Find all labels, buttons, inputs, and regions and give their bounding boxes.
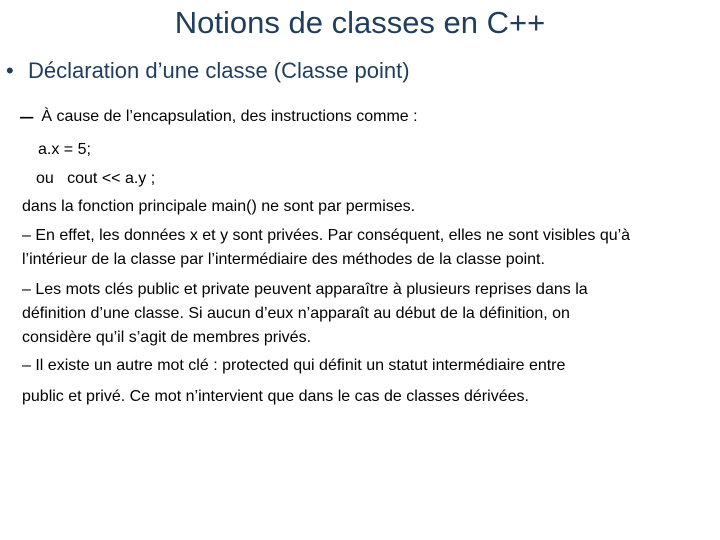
paragraph-line: définition d’une classe. Si aucun d’eux n’apparaît au début de la définition, on	[22, 305, 570, 322]
bullet-item	[6, 56, 410, 86]
paragraph-1	[22, 195, 415, 219]
bullet-text: Déclaration d’une classe (Classe point)	[28, 58, 410, 83]
bullet-marker: •	[6, 58, 14, 83]
paragraph-4	[22, 354, 565, 378]
slide-title: Notions de classes en C++	[174, 5, 546, 40]
paragraph-2	[22, 224, 630, 272]
dash-marker: –	[20, 103, 34, 130]
subitem-text: À cause de l’encapsulation, des instructions comme :	[41, 108, 418, 125]
code-line-2-text: ou cout << a.y ;	[36, 170, 156, 187]
paragraph-line: considère qu’il s’agit de membres privés.	[22, 329, 312, 346]
paragraph-line: public et privé. Ce mot n’intervient que dans le cas de classes dérivées.	[22, 388, 529, 405]
paragraph-3	[22, 278, 588, 350]
paragraph-line: l’intérieur de la classe par l’intermédiaire des méthodes de la classe point.	[22, 251, 545, 268]
paragraph-line: – Il existe un autre mot clé : protected qui définit un statut intermédiaire entre	[22, 357, 566, 374]
paragraph-line: dans la fonction principale main() ne sont par permises.	[22, 198, 416, 215]
code-line-1: a.x = 5;	[38, 141, 91, 158]
paragraph-5	[22, 385, 529, 409]
subitem	[20, 103, 418, 130]
paragraph-line: – En effet, les données x et y sont privées. Par conséquent, elles ne sont visibles qu’à	[22, 227, 631, 244]
paragraph-line: – Les mots clés public et private peuvent apparaître à plusieurs reprises dans la	[22, 281, 588, 298]
code-line-2	[36, 168, 155, 190]
